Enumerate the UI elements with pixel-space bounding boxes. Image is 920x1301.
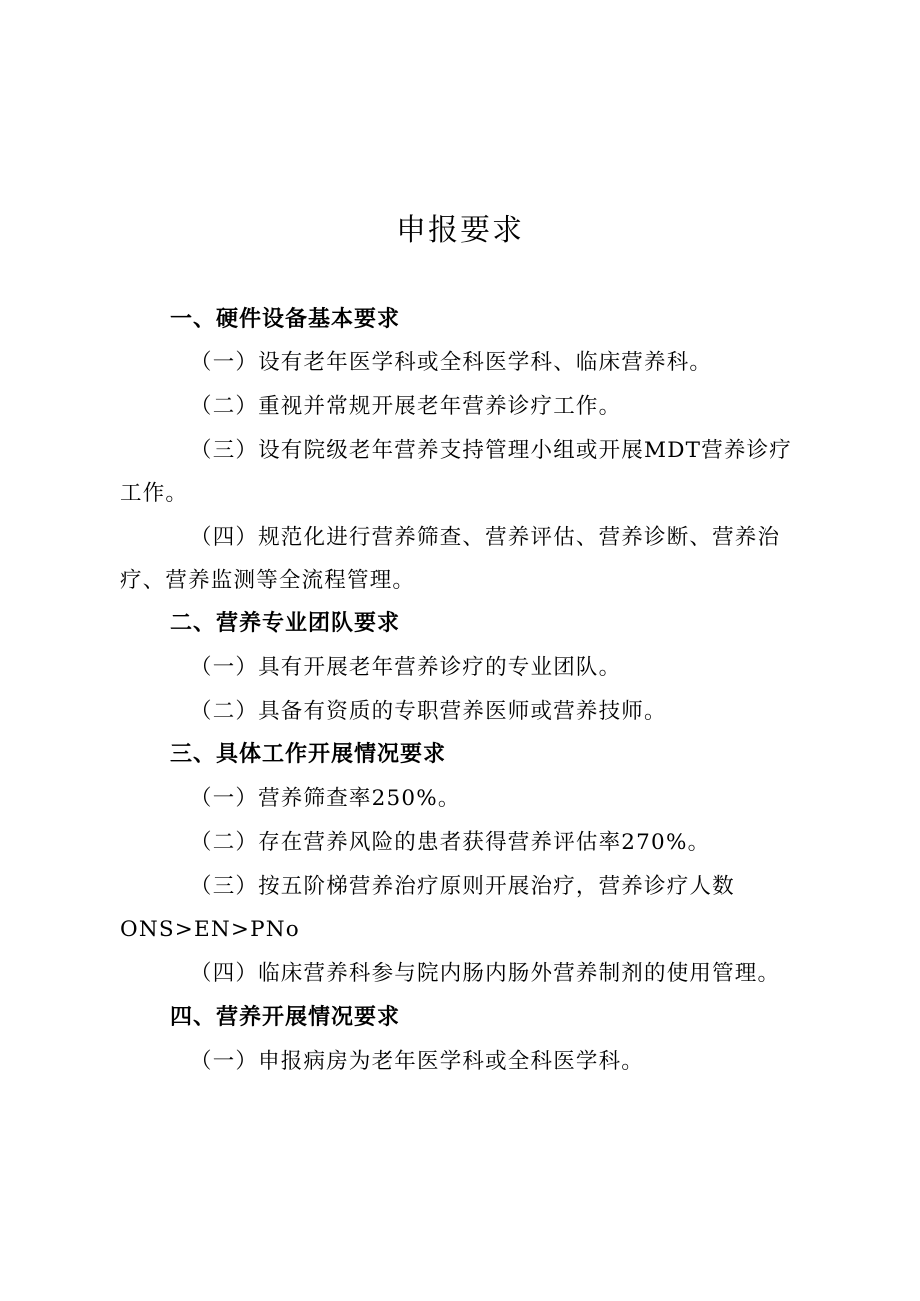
section-heading: 一、硬件设备基本要求 bbox=[170, 307, 401, 332]
paragraph: （二）具备有资质的专职营养医师或营养技师。 bbox=[190, 699, 667, 724]
paragraph-continuation: 疗、营养监测等全流程管理。 bbox=[120, 568, 416, 593]
paragraph: （一）营养筛查率250%。 bbox=[190, 786, 461, 811]
paragraph-continuation: ONS>EN>PNo bbox=[120, 917, 300, 942]
paragraph: （四）临床营养科参与院内肠内肠外营养制剂的使用管理。 bbox=[190, 961, 781, 986]
paragraph: （一）申报病房为老年医学科或全科医学科。 bbox=[190, 1049, 645, 1074]
section-heading: 四、营养开展情况要求 bbox=[170, 1005, 401, 1030]
paragraph: （四）规范化进行营养筛查、营养评估、营养诊断、营养治 bbox=[190, 525, 781, 550]
section-heading: 三、具体工作开展情况要求 bbox=[170, 742, 447, 767]
paragraph: （二）存在营养风险的患者获得营养评估率270%。 bbox=[190, 830, 711, 855]
paragraph: （一）设有老年医学科或全科医学科、临床营养科。 bbox=[190, 350, 713, 375]
paragraph: （一）具有开展老年营养诊疗的专业团队。 bbox=[190, 655, 622, 680]
paragraph: （三）按五阶梯营养治疗原则开展治疗，营养诊疗人数 bbox=[190, 874, 735, 899]
paragraph: （三）设有院级老年营养支持管理小组或开展MDT营养诊疗 bbox=[190, 438, 792, 463]
paragraph: （二）重视并常规开展老年营养诊疗工作。 bbox=[190, 394, 622, 419]
paragraph-continuation: 工作。 bbox=[120, 481, 189, 506]
section-heading: 二、营养专业团队要求 bbox=[170, 611, 401, 636]
page-title: 申报要求 bbox=[396, 213, 524, 248]
